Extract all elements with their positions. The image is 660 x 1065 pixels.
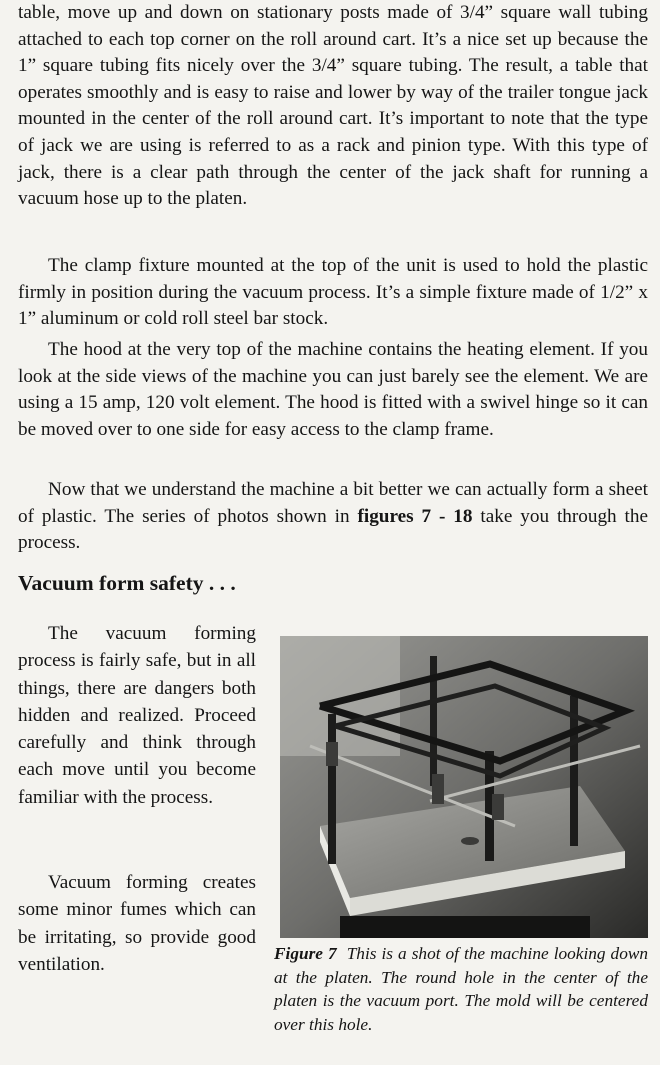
vacuum-machine-photo: [280, 636, 648, 938]
figure-intro-text: Now that we understand the machine a bit better we can actually form a sheet of plastic. The series of photos shown in: [18, 479, 648, 527]
paragraph-figure-intro: [18, 477, 648, 557]
clamp-handle-front: [492, 794, 504, 820]
paragraph-clamp-fixture: The clamp fixture mounted at the top of the unit is used to hold the plastic firmly in position during the vacuum process. It’s a simple fixture made of 1/2” x 1” aluminum or cold roll steel bar stock.: [18, 255, 648, 330]
figure-caption-text: This is a shot of the machine looking down at the platen. The round hole in the center of the platen is the vacuum port. The mold will be centered over this hole.: [274, 944, 648, 1034]
figure-7-photo: [280, 636, 648, 938]
figure-label: Figure 7: [274, 944, 337, 963]
section-heading-safety: Vacuum form safety . . .: [18, 571, 236, 595]
figure-7-caption: [274, 942, 648, 1036]
paragraph-safety-fumes: Vacuum forming creates some minor fumes which can be irritating, so provide good ventilation.: [18, 872, 256, 975]
figure-range-reference: figures 7 - 18: [357, 505, 473, 527]
paragraph-safety-process: The vacuum forming process is fairly safe, but in all things, there are dangers both hidden and realized. Proceed carefully and think through each move until you become familiar with the process.: [18, 623, 256, 808]
post-left-front: [328, 714, 336, 864]
figure-intro-text-end: take you through the process.: [18, 505, 648, 554]
cart-base: [340, 916, 590, 938]
vacuum-port: [461, 837, 479, 845]
clamp-handle-left: [326, 742, 338, 766]
paragraph-heating-hood: The hood at the very top of the machine contains the heating element. If you look at the side views of the machine you can just barely see the element. We are using a 15 amp, 120 volt element. The hood is fitted with a swivel hinge so it can be moved over to one side for easy access to the clamp frame.: [18, 339, 648, 440]
clamp-handle-center: [432, 774, 444, 804]
paragraph-machine-description: table, move up and down on stationary posts made of 3/4” square wall tubing attached to each top corner on the roll around cart. It’s a nice set up because the 1” square tubing fits nicely over the 3/4” square tubing. The result, a table that operates smoothly and is easy to raise and lower by way of the trailer tongue jack mounted in the center of the roll around cart. It’s important to note that the type of jack we are using is referred to as a rack and pinion type. With this type of jack, there is a clear path through the center of the jack shaft for running a vacuum hose up to the platen.: [18, 2, 648, 210]
